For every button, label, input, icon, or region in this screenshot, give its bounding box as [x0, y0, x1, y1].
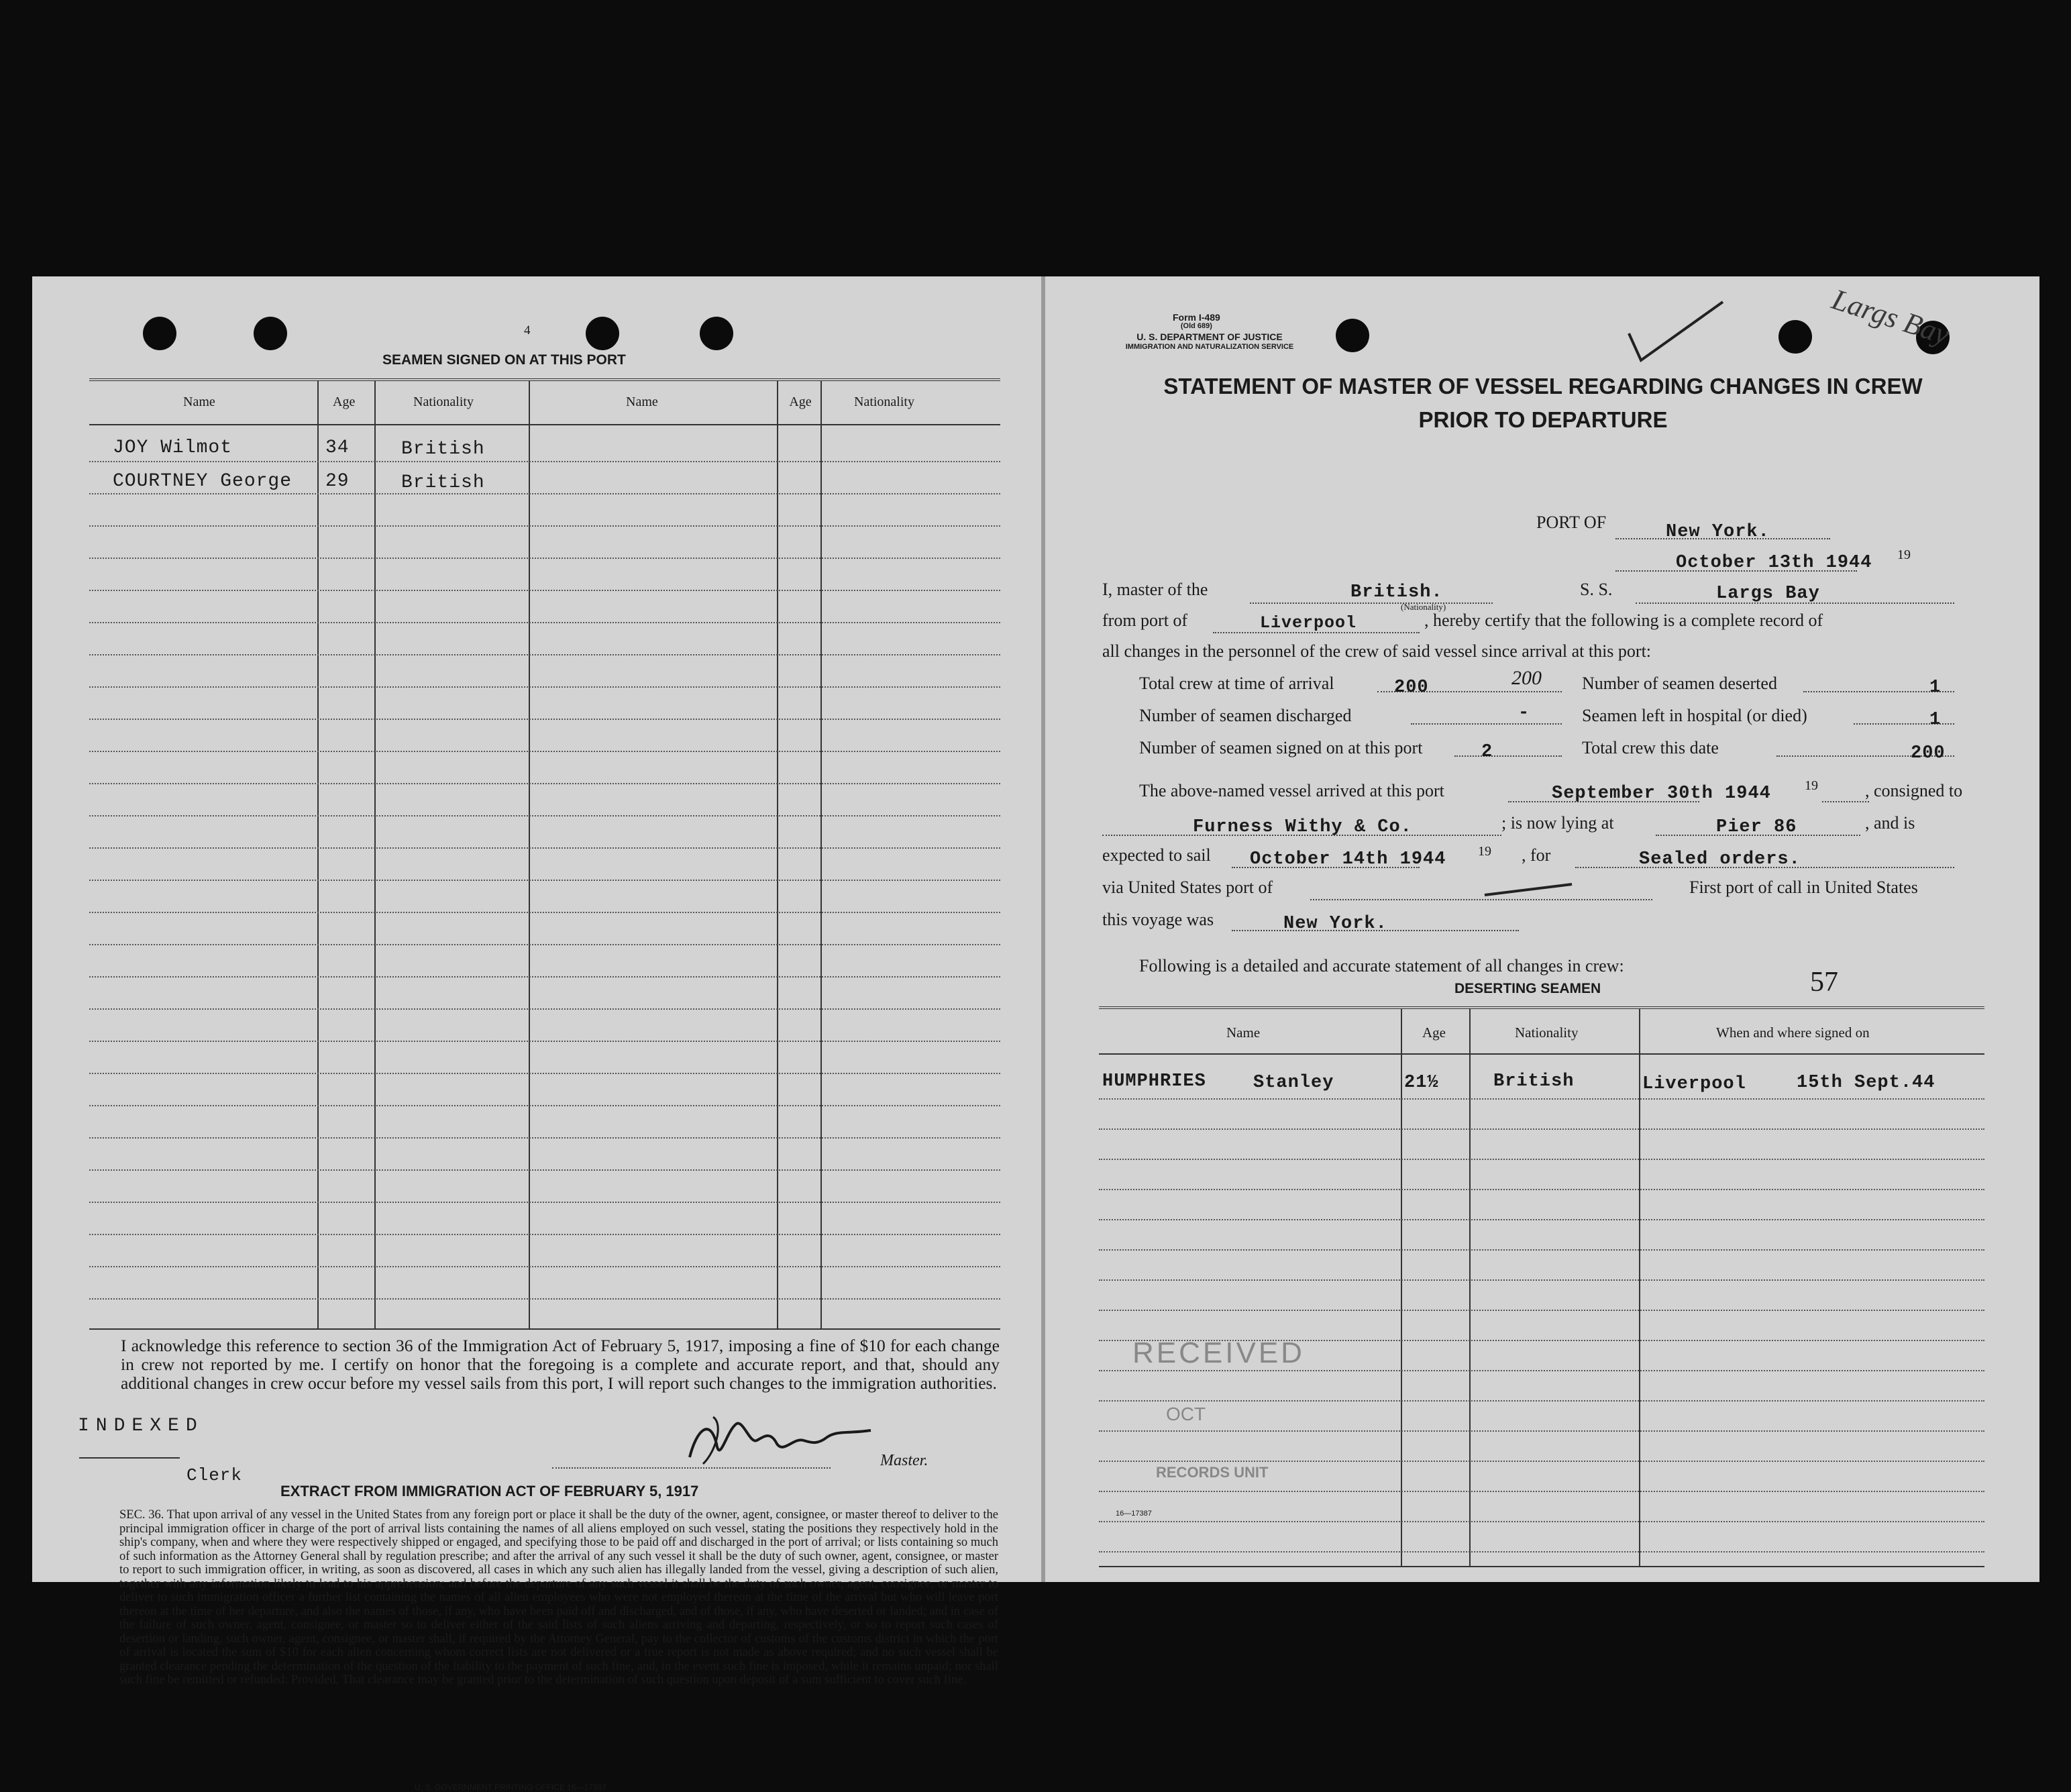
row-rule [1099, 1219, 1984, 1220]
col-divider [529, 380, 530, 1329]
row-rule [89, 461, 1000, 462]
master-of-label: I, master of the [1102, 580, 1208, 599]
voyage-value: New York. [1283, 914, 1387, 934]
punch-hole [1336, 319, 1369, 352]
hospital-label: Seamen left in hospital (or died) [1582, 706, 1807, 725]
destination-value: Sealed orders. [1639, 849, 1801, 869]
row-rule [89, 654, 1000, 655]
first-port-label: First port of call in United States [1689, 878, 1918, 897]
nationality-fill [1250, 602, 1493, 604]
seaman-age: 34 [325, 437, 350, 458]
deserting-title: DESERTING SEAMEN [1454, 981, 1601, 996]
col-header-signed-on: When and where signed on [1716, 1024, 1870, 1041]
master-signature [676, 1404, 878, 1477]
row-rule [1099, 1279, 1984, 1281]
row-rule [89, 1169, 1000, 1171]
punch-hole [1778, 320, 1812, 354]
indexed-stamp: INDEXED [78, 1416, 204, 1436]
port-label: PORT OF [1536, 513, 1607, 532]
total-date-label: Total crew this date [1582, 738, 1719, 757]
row-rule [89, 590, 1000, 591]
row-rule [89, 1266, 1000, 1267]
printer-line: 16—17387 [1116, 1510, 1152, 1518]
punch-hole [586, 317, 619, 350]
nationality-value: British. [1350, 582, 1443, 602]
row-rule [89, 1298, 1000, 1300]
handwritten-ship-name: Largs Bay [1827, 282, 1954, 352]
date-value: October 13th 1944 [1676, 553, 1872, 573]
table-header-rule [1099, 1053, 1984, 1055]
row-rule [1099, 1551, 1984, 1552]
signed-on-value: 2 [1481, 742, 1493, 762]
clerk-line [79, 1457, 180, 1459]
row-rule [89, 783, 1000, 784]
master-line [552, 1467, 831, 1469]
total-date-value: 200 [1911, 743, 1946, 763]
row-rule [89, 622, 1000, 623]
right-page [1045, 276, 2039, 1582]
left-page [32, 276, 1042, 1792]
col-header-name-2: Name [626, 394, 658, 409]
col-header-nationality: Nationality [413, 394, 474, 409]
lying-label: ; is now lying at [1501, 813, 1614, 833]
col-header-nationality: Nationality [1515, 1024, 1579, 1041]
department-block [1109, 332, 1310, 352]
discharged-fill [1411, 723, 1562, 725]
row-rule [1099, 1370, 1984, 1371]
discharged-label: Number of seamen discharged [1139, 706, 1352, 725]
service: IMMIGRATION AND NATURALIZATION SERVICE [1125, 343, 1294, 351]
col-divider [1639, 1009, 1640, 1566]
col-divider [374, 380, 376, 1329]
row-rule [1099, 1310, 1984, 1311]
row-rule [89, 1234, 1000, 1235]
voyage-label: this voyage was [1102, 910, 1214, 929]
row-rule [1099, 1430, 1984, 1432]
punch-hole [254, 317, 287, 350]
via-label: via United States port of [1102, 878, 1273, 897]
received-stamp-month: OCT [1166, 1404, 1206, 1424]
deserter-given-name: Stanley [1253, 1073, 1334, 1093]
extract-title: EXTRACT FROM IMMIGRATION ACT OF FEBRUARY 5, 1917 [280, 1483, 699, 1499]
row-rule [89, 558, 1000, 559]
arrived-value: September 30th 1944 [1552, 784, 1771, 804]
discharged-value: - [1518, 703, 1530, 723]
row-rule [89, 686, 1000, 688]
form-title-line1: STATEMENT OF MASTER OF VESSEL REGARDING CHANGES IN CREW [1163, 374, 1923, 399]
deserter-age: 21½ [1404, 1073, 1439, 1093]
row-rule [89, 1041, 1000, 1042]
table-header-rule [89, 424, 1000, 425]
row-rule [89, 751, 1000, 752]
master-label: Master. [880, 1452, 928, 1469]
form-title-line2: PRIOR TO DEPARTURE [1418, 407, 1668, 432]
printer-line: U. S. GOVERNMENT PRINTING OFFICE 16—17387 [415, 1783, 606, 1792]
year-suffix: 19 [1805, 778, 1818, 793]
extract-text: SEC. 36. That upon arrival of any vessel in the United States from any foreign port or place it shall be the duty of the owner, agent, consignee, or master thereof to deliver to the principal immigration officer in charge of the port of arrival lists containing the names of all aliens employed on such vessel, stating the positions they respectively hold in the ship's company, when and where they were respectively shipped or engaged, and specifying those to be paid off and discharged in the port of arrival; or lists containing so much of such information as the Attorney General shall by regulation prescribe; and after the arrival of any such vessel it shall be the duty of such owner, agent, consignee, or master to report to such immigration officer, in writing, as soon as discovered, all cases in which any such alien has illegally landed from the vessel, giving a description of such alien, together with any information likely to lead to his apprehension; and before the departure of any such vessel it shall be the duty of such owner, agent, consignee, or master to deliver to such immigration officer a further list containing the names of all alien employees who were not employed thereon at the time of the arrival but who will leave port thereon at the time of her departure, and also the names of those, if any, who have been paid off and discharged, and of those, if any, who have deserted or landed; and in case of the failure of such owner, agent, consignee, or master so to deliver either of the said lists of such aliens arriving and departing, respectively, or so to report such cases of desertion or landing, such owner, agent, consignee, or master shall, if required by the Attorney General, pay to the collector of customs of the customs district in which the port of arrival is located the sum of $10 for each alien concerning whom correct lists are not delivered or a true report is not made as above required; and no such vessel shall be granted clearance pending the determination of the question of the liability to the payment of such fine, and, in the event such fine is imposed, while it remains unpaid; nor shall such fine be remitted or refunded: Provided, That clearance may be granted prior to the determination of such question upon deposit of a sum sufficient to cover such fine. [119, 1508, 998, 1687]
and-is-label: , and is [1865, 813, 1915, 833]
col-header-age: Age [1422, 1024, 1446, 1041]
row-rule [1099, 1461, 1984, 1462]
received-stamp: RECEIVED [1132, 1336, 1305, 1369]
col-header-name: Name [1226, 1024, 1261, 1041]
row-rule [1099, 1249, 1984, 1251]
nationality-caption: (Nationality) [1401, 602, 1446, 612]
department: U. S. DEPARTMENT OF JUSTICE [1136, 331, 1283, 342]
row-rule [89, 1137, 1000, 1139]
row-rule [89, 1073, 1000, 1074]
changes-text: all changes in the personnel of the crew of said vessel since arrival at this port: [1102, 641, 1652, 661]
col-header-nationality-2: Nationality [854, 394, 914, 409]
col-divider [317, 380, 319, 1329]
table-top-rule [89, 378, 1000, 381]
row-rule [89, 880, 1000, 881]
from-port-label: from port of [1102, 611, 1188, 630]
from-port-value: Liverpool [1260, 613, 1357, 633]
certify-text: , hereby certify that the following is a complete record of [1424, 611, 1823, 630]
arrived-label: The above-named vessel arrived at this port [1139, 781, 1444, 800]
seaman-age: 29 [325, 471, 350, 492]
form-block [1173, 313, 1220, 331]
total-arrival-hand: 200 [1511, 667, 1542, 689]
row-rule [89, 944, 1000, 945]
via-dash-mark [1481, 880, 1575, 900]
col-divider [1469, 1009, 1471, 1566]
col-header-name: Name [183, 394, 215, 409]
row-rule [89, 525, 1000, 527]
seaman-name: COURTNEY George [113, 471, 293, 492]
seaman-nationality: British [401, 439, 485, 460]
row-rule [1099, 1128, 1984, 1130]
deserter-nationality: British [1493, 1071, 1575, 1092]
row-rule [1099, 1400, 1984, 1402]
year-suffix: 19 [1897, 547, 1911, 562]
pier-value: Pier 86 [1716, 817, 1797, 837]
sail-value: October 14th 1944 [1250, 849, 1446, 869]
row-rule [1099, 1159, 1984, 1160]
deserted-value: 1 [1929, 678, 1942, 698]
row-rule [89, 815, 1000, 816]
signed-on-fill [1454, 755, 1562, 757]
row-rule [89, 912, 1000, 913]
row-rule [1099, 1098, 1984, 1100]
consignee-value: Furness Withy & Co. [1193, 817, 1412, 837]
row-rule [1099, 1189, 1984, 1190]
form-number: Form I-489 [1173, 312, 1220, 323]
for-label: , for [1522, 845, 1551, 865]
hospital-value: 1 [1929, 710, 1942, 730]
col-divider [1401, 1009, 1402, 1566]
total-arrival-value: 200 [1394, 678, 1429, 698]
col-divider [777, 380, 778, 1329]
page-number: 4 [524, 323, 531, 337]
deserter-place: Liverpool [1642, 1074, 1746, 1094]
seaman-nationality: British [401, 472, 485, 493]
form-old: (Old 689) [1180, 322, 1212, 330]
handwritten-number: 57 [1810, 967, 1838, 998]
row-rule [1099, 1491, 1984, 1492]
port-value: New York. [1666, 522, 1770, 542]
sail-label: expected to sail [1102, 845, 1211, 865]
row-rule [89, 1008, 1000, 1010]
punch-hole [700, 317, 733, 350]
table-bottom-rule [89, 1328, 1000, 1330]
records-unit-stamp: RECORDS UNIT [1156, 1464, 1269, 1481]
row-rule [89, 1202, 1000, 1203]
consigned-label: , consigned to [1865, 781, 1963, 800]
row-rule [89, 1105, 1000, 1106]
following-label: Following is a detailed and accurate statement of all changes in crew: [1139, 956, 1624, 976]
year-fill [1822, 801, 1869, 802]
row-rule [89, 976, 1000, 978]
deserted-label: Number of seamen deserted [1582, 674, 1777, 693]
col-divider [820, 380, 822, 1329]
total-arrival-label: Total crew at time of arrival [1139, 674, 1334, 693]
table-top-rule [1099, 1006, 1984, 1009]
punch-hole [143, 317, 176, 350]
table-bottom-rule [1099, 1566, 1984, 1567]
left-page-title: SEAMEN SIGNED ON AT THIS PORT [382, 352, 626, 368]
acknowledgement-text: I acknowledge this reference to section 36 of the Immigration Act of February 5, 1917, imposing a fine of $10 for each change in crew not reported by me. I certify on honor that the foregoing is a complete and accurate report, and that, should any additional changes in crew occur before my vessel sails from this port, I will report such changes to the immigration authorities. [121, 1336, 1000, 1393]
clerk-label: Clerk [187, 1465, 243, 1485]
deserter-date: 15th Sept.44 [1797, 1073, 1935, 1093]
row-rule [89, 847, 1000, 849]
ship-name: Largs Bay [1716, 584, 1820, 604]
signed-on-label: Number of seamen signed on at this port [1139, 738, 1423, 757]
ss-label: S. S. [1580, 580, 1613, 599]
row-rule [89, 719, 1000, 720]
check-mark [1622, 297, 1730, 370]
col-header-age: Age [333, 394, 356, 409]
seaman-name: JOY Wilmot [113, 437, 233, 458]
row-rule [89, 493, 1000, 494]
year-suffix: 19 [1478, 844, 1491, 859]
row-rule [1099, 1521, 1984, 1522]
col-header-age-2: Age [789, 394, 812, 409]
deserter-surname: HUMPHRIES [1102, 1071, 1206, 1092]
